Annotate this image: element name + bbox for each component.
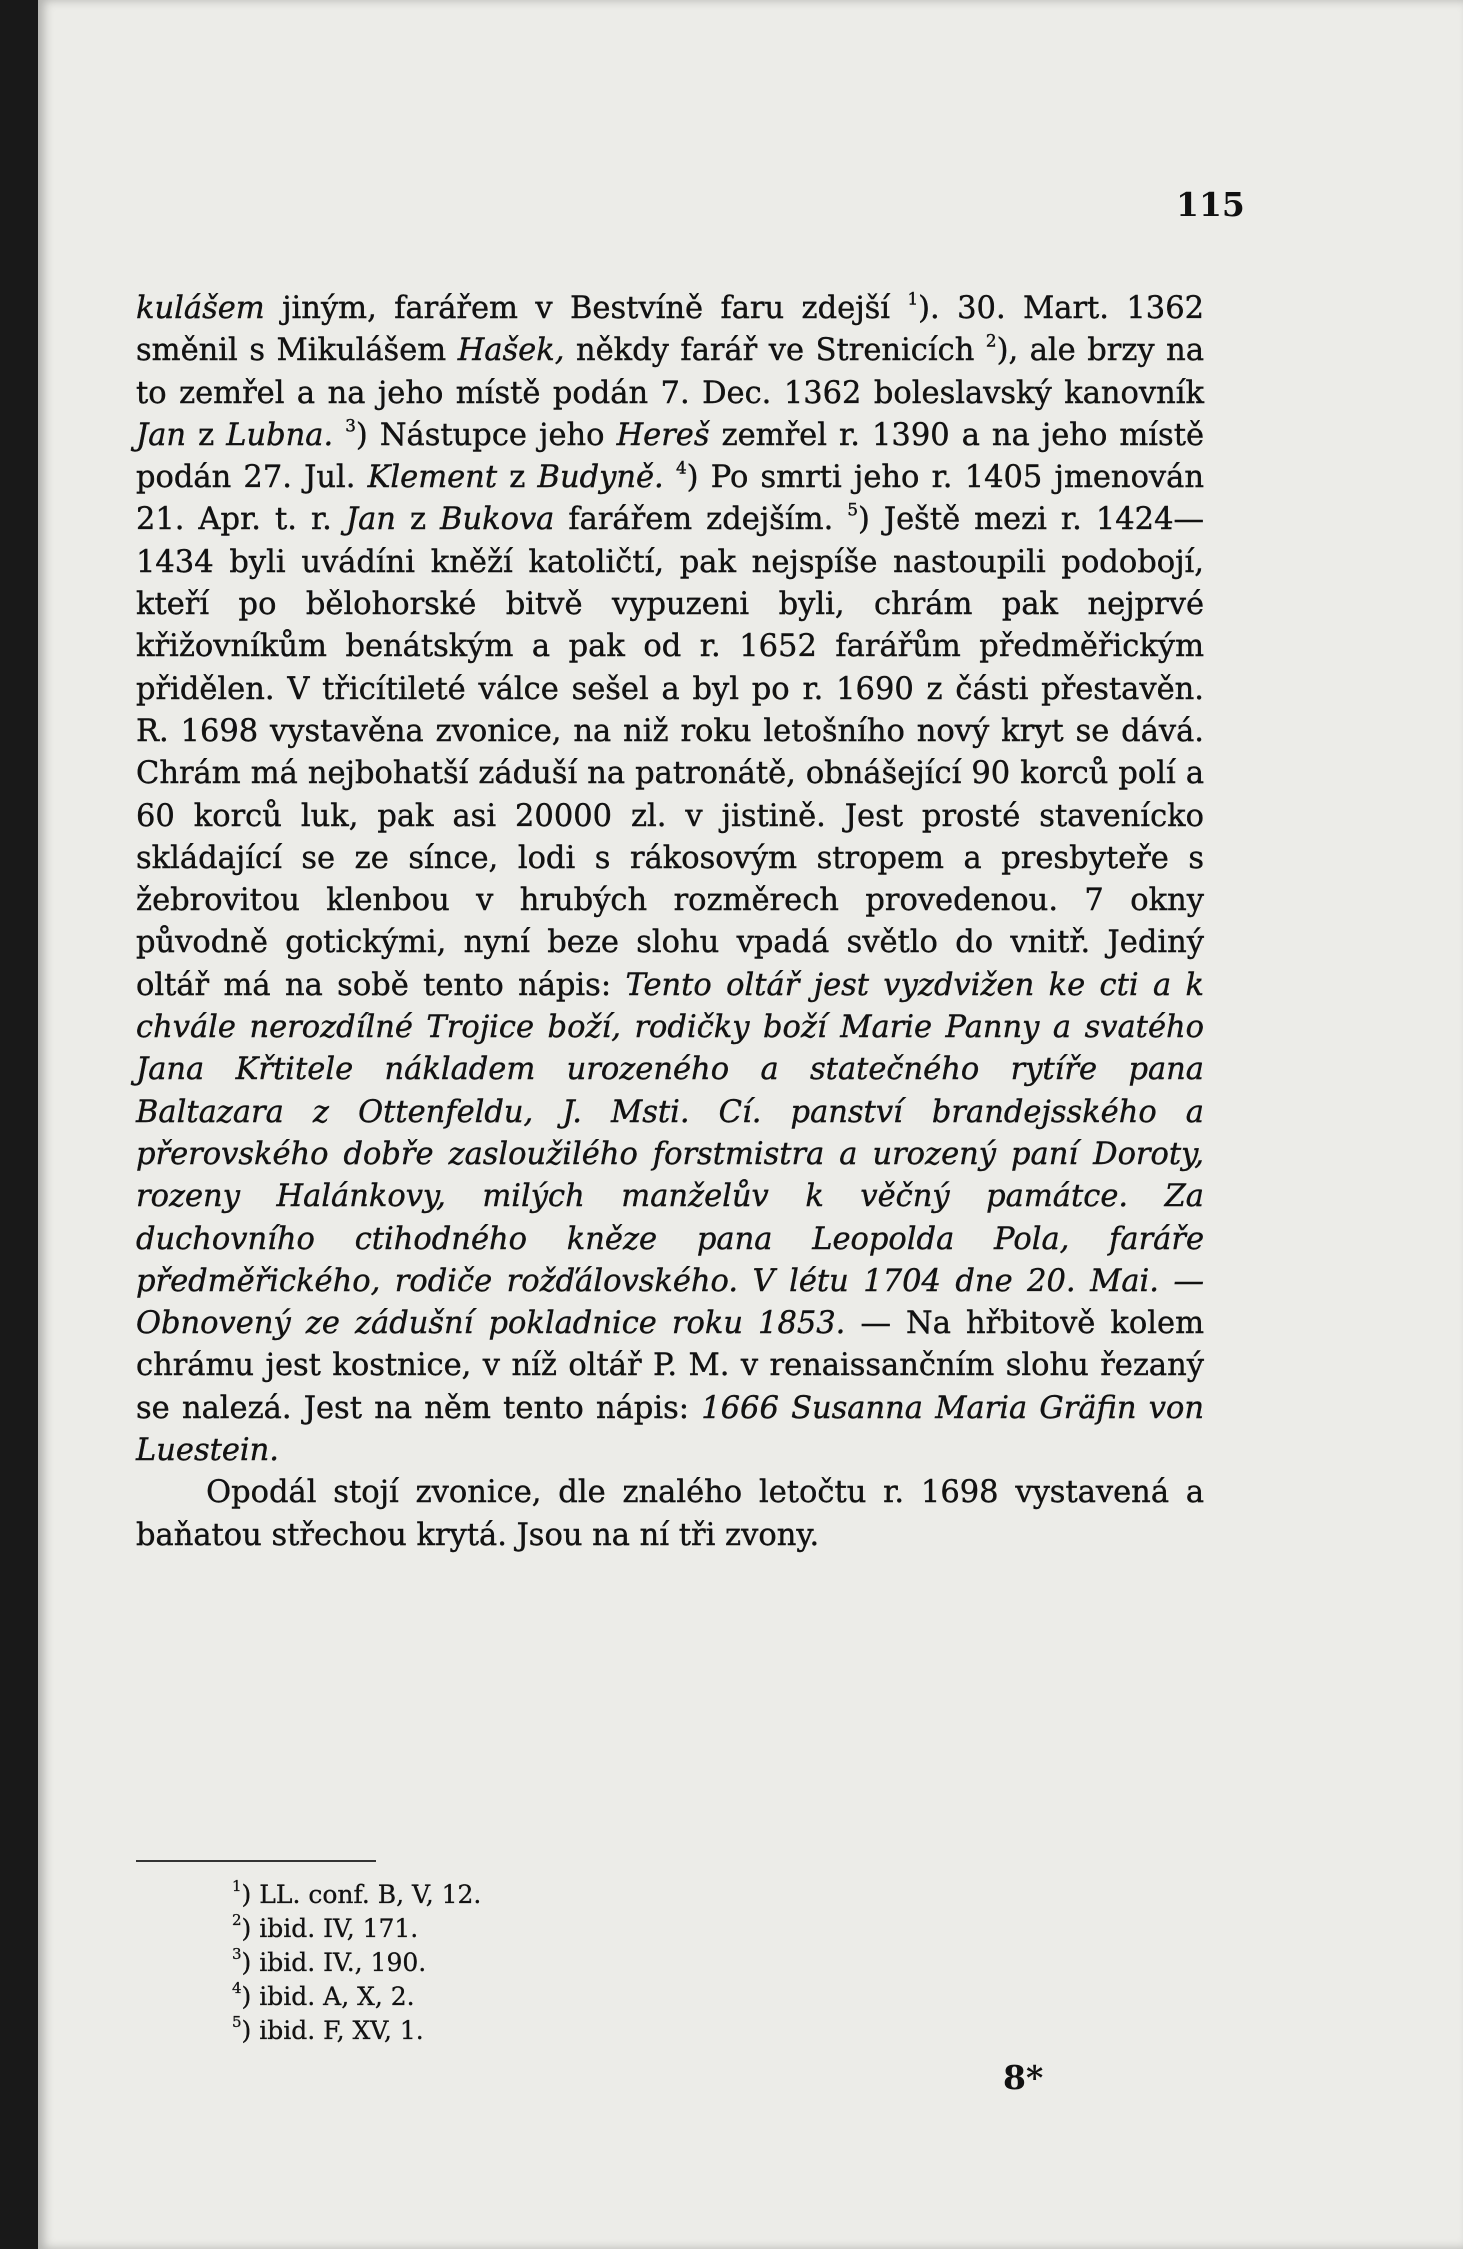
text-span: ). 30. Mart. 1362 směnil s Mikulášem	[136, 291, 1205, 369]
footnote-ref: 2	[985, 330, 997, 351]
footnote-item	[232, 1878, 481, 1912]
text-span: farářem zdejším.	[554, 502, 848, 538]
footnote-mark: 5	[232, 2013, 242, 2031]
text-span: jiným, farářem v Bestvíně faru zdejší	[264, 291, 908, 326]
paragraph-1	[136, 288, 1204, 1472]
footnote-text: ) ibid. IV., 190.	[241, 1948, 427, 1977]
footnote-text: ) ibid. IV, 171.	[241, 1914, 419, 1943]
name-italic: Budyně.	[537, 460, 664, 496]
ossuary-inscription: 1666 Susanna Maria Gräfin von Luestein.	[136, 1390, 1204, 1469]
name-italic: Jan	[345, 502, 396, 538]
name-italic: Bukova	[440, 502, 555, 538]
footnote-mark: 1	[232, 1877, 242, 1895]
name-italic: Lubna.	[226, 417, 334, 453]
footnote-ref: 4	[675, 457, 687, 478]
footnote-ref: 5	[847, 500, 858, 521]
name-italic: Klement	[367, 460, 498, 496]
footnote-item	[232, 2014, 481, 2048]
footnote-mark: 4	[232, 1979, 242, 1997]
text-span: ), ale brzy na to zemřel a na jeho místě podán 7. Dec. 1362 boleslavský kanovník	[136, 333, 1205, 411]
footnote-item	[232, 1980, 481, 2014]
footnote-ref: 1	[907, 288, 919, 309]
footnotes	[232, 1878, 481, 2048]
text-span: někdy farář ve Strenicích	[564, 333, 986, 369]
footnote-mark: 2	[232, 1911, 242, 1929]
main-text	[136, 288, 1204, 1557]
text-span: kulášem	[136, 291, 265, 326]
text-span	[333, 418, 345, 453]
name-italic: Jan	[136, 417, 187, 453]
footnote-divider	[136, 1860, 376, 1862]
text-span: ) Ještě mezi r. 1424—1434 byli uvádíni kněží katoličtí, pak nejspíše nastoupili podobojí, kteří po bělohorské bitvě vypuzeni byli, chrám pak nejprvé křižovníkům benátským a pak od r. 1652 farářům předměřickým přidělen. V třicítileté válce sešel a byl po r. 1690 z části přestavěn. R. 1698 vystavěna zvonice, na niž roku letošního nový kryt se dává. Chrám má nejbohatší záduší na patronátě, obnášející 90 korců polí a 60 korců luk, pak asi 20000 zl. v jistině. Jest prosté stavenícko skládající se ze sínce, lodi s rákosovým stropem a presbyteře s žebrovitou klenbou v hrubých rozměrech provedenou. 7 okny původně gotickými, nyní beze slohu vpadá světlo do vnitř. Jediný oltář má na sobě tento nápis:	[136, 502, 1204, 1003]
signature-mark: 8*	[1003, 2058, 1044, 2097]
footnote-mark: 3	[232, 1945, 242, 1963]
footnote-ref: 3	[345, 415, 356, 436]
footnote-item	[232, 1946, 481, 1980]
text-span: z	[497, 460, 538, 496]
page-number: 115	[1176, 185, 1245, 224]
text-span: z	[186, 417, 227, 453]
name-italic: Hašek,	[457, 333, 565, 369]
altar-inscription: Tento oltář jest vyzdvižen ke cti a k chvále nerozdílné Trojice boží, rodičky boží Marie Panny a svatého Jana Křtitele nákladem urozeného a statečného rytíře pana Baltazara z Ottenfeldu, J. Msti. Cí. panství brandejsského a přerovského dobře zasloužilého forstmistra a urozený paní Doroty, rozeny Halánkovy, milých manželův k věčný památce. Za duchovního ctihodného kněze pana Leopolda Pola, faráře předměřického, rodiče rožďálovského. V létu 1704 dne 20. Mai. — Obnovený ze zádušní pokladnice roku 1853.	[136, 967, 1204, 1342]
footnote-item	[232, 1912, 481, 1946]
paragraph-2: Opodál stojí zvonice, dle znalého letočtu r. 1698 vystavená a baňatou střechou krytá. Jsou na ní tři zvony.	[136, 1475, 1204, 1553]
text-span: ) Nástupce jeho	[355, 417, 617, 453]
text-span: ) Po smrti jeho r. 1405 jmenován 21. Apr. t. r.	[136, 460, 1204, 538]
name-italic: Hereš	[616, 417, 710, 453]
footnote-text: ) ibid. F, XV, 1.	[241, 2016, 424, 2045]
text-span: zemřel r. 1390 a na jeho místě podán 27. Jul.	[136, 417, 1204, 496]
footnote-text: ) LL. conf. B, V, 12.	[241, 1880, 482, 1909]
text-span	[664, 460, 676, 495]
text-span: z	[395, 502, 441, 538]
footnote-text: ) ibid. A, X, 2.	[241, 1982, 415, 2011]
text-span: — Na hřbitově kolem chrámu jest kostnice, v níž oltář P. M. v renaissančním slohu řezaný se nalezá. Jest na něm tento nápis:	[136, 1306, 1204, 1426]
